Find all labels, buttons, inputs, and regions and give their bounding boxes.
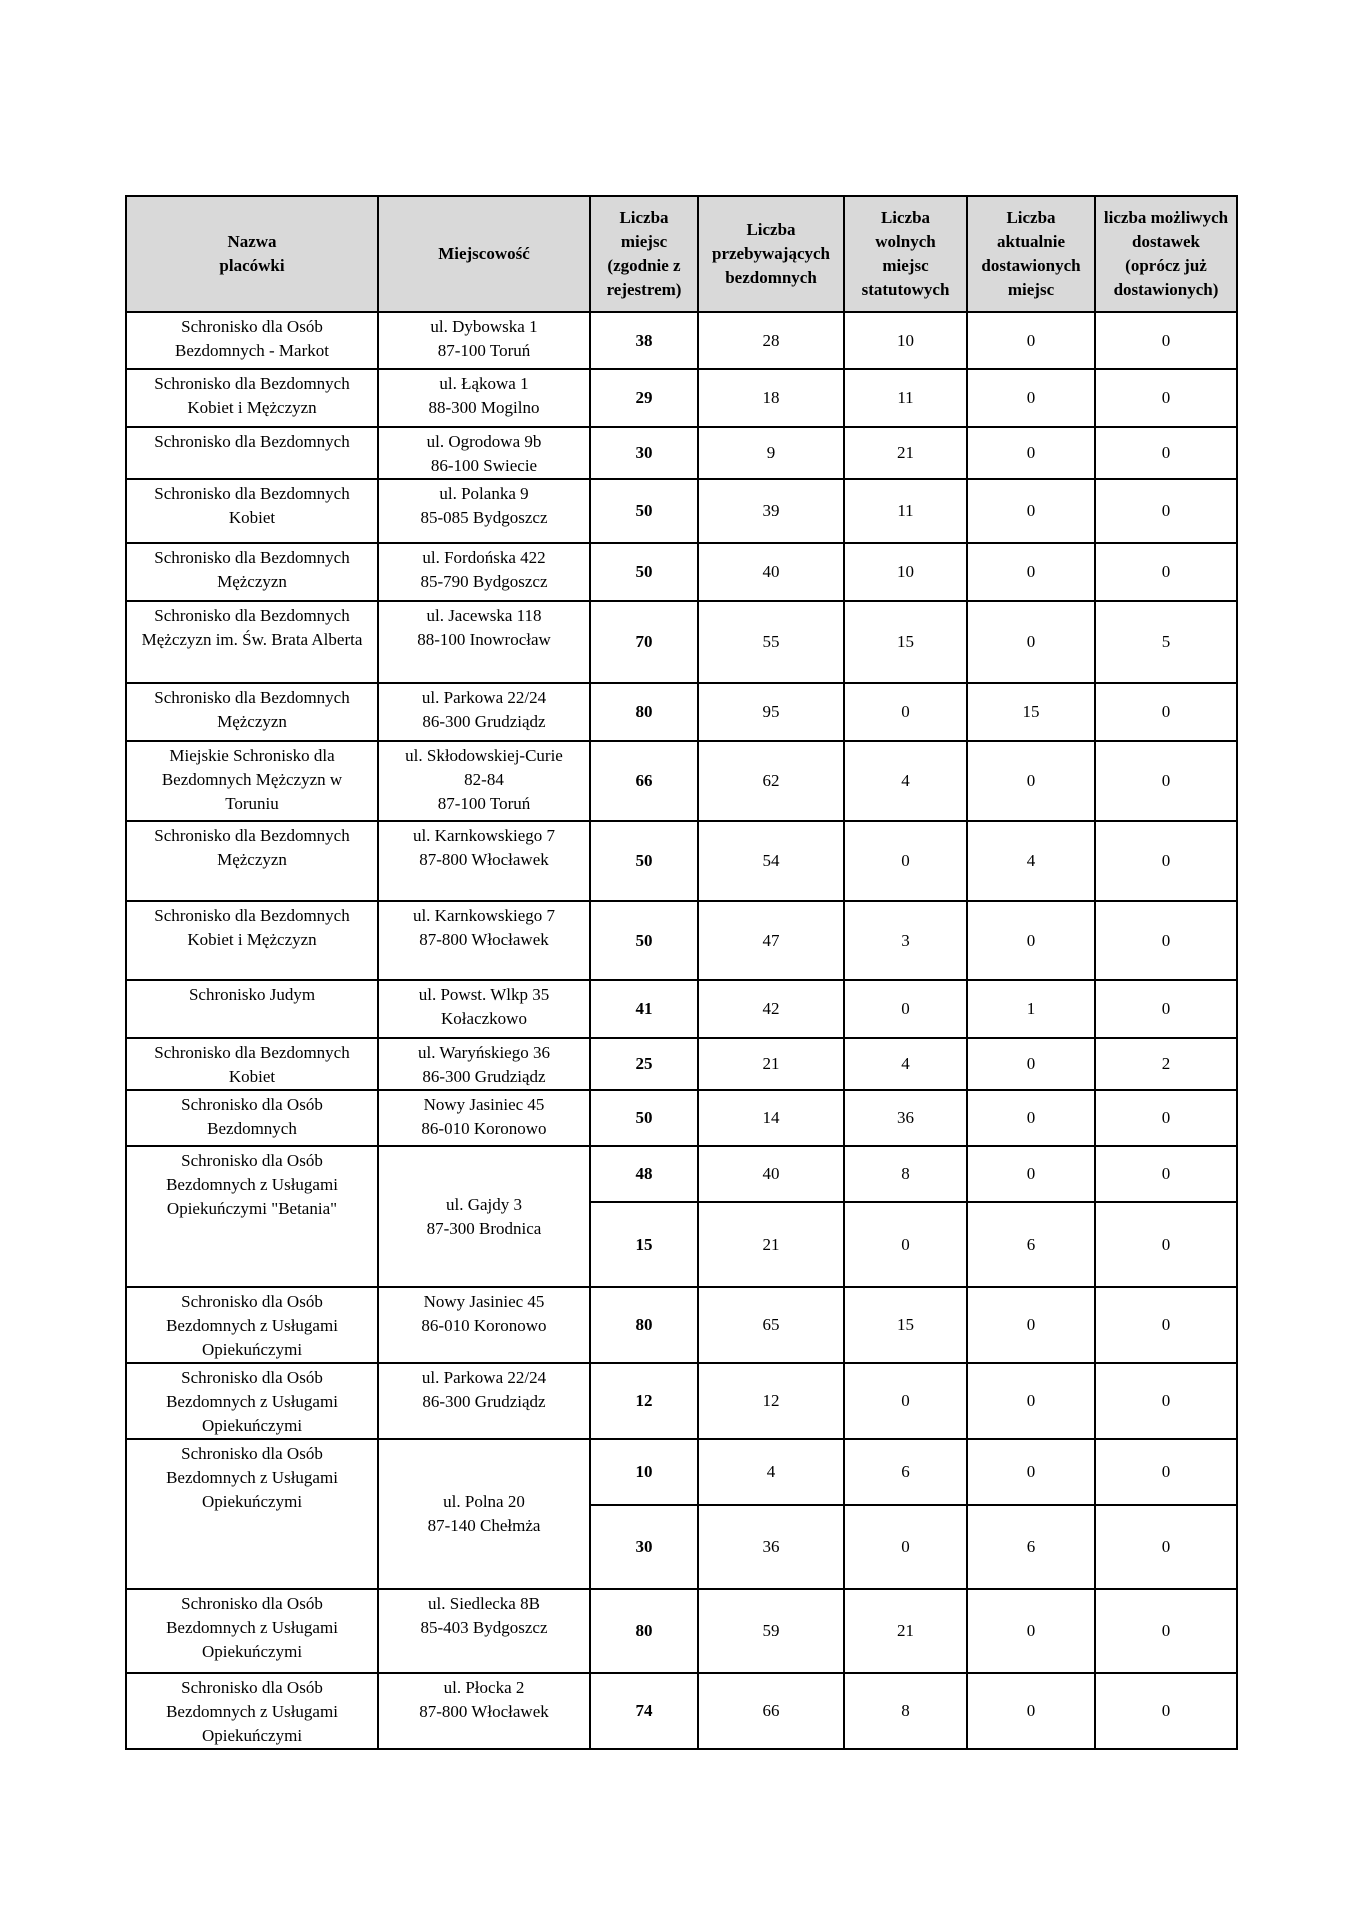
cell-miejscowosc: ul. Parkowa 22/24 86-300 Grudziądz	[378, 1363, 590, 1439]
cell-miejsca: 10	[590, 1439, 698, 1505]
cell-mozliwych: 0	[1095, 741, 1237, 821]
cell-nazwa-placowki: Schronisko dla Bezdomnych Mężczyzn	[126, 683, 378, 741]
cell-nazwa-placowki: Schronisko dla Bezdomnych Mężczyzn im. Św. Brata Alberta	[126, 601, 378, 683]
cell-mozliwych: 0	[1095, 980, 1237, 1038]
shelters-table	[125, 195, 1238, 1750]
cell-miejsca: 29	[590, 369, 698, 427]
cell-wolnych: 8	[844, 1146, 967, 1202]
cell-nazwa-placowki: Schronisko dla Osób Bezdomnych z Usługami Opiekuńczymi	[126, 1287, 378, 1363]
cell-wolnych: 0	[844, 1363, 967, 1439]
cell-miejsca: 38	[590, 312, 698, 369]
cell-dostawionych: 0	[967, 369, 1095, 427]
cell-dostawionych: 0	[967, 1589, 1095, 1673]
table-row	[126, 821, 1237, 901]
cell-dostawionych: 0	[967, 1146, 1095, 1202]
cell-nazwa-placowki: Schronisko dla Osób Bezdomnych z Usługami Opiekuńczymi	[126, 1439, 378, 1589]
cell-mozliwych: 0	[1095, 427, 1237, 479]
cell-nazwa-placowki: Schronisko dla Osób Bezdomnych z Usługami Opiekuńczymi	[126, 1363, 378, 1439]
cell-przebywajacych: 65	[698, 1287, 844, 1363]
cell-dostawionych: 0	[967, 1090, 1095, 1146]
cell-mozliwych: 0	[1095, 683, 1237, 741]
cell-miejsca: 50	[590, 1090, 698, 1146]
cell-miejsca: 50	[590, 543, 698, 601]
cell-mozliwych: 5	[1095, 601, 1237, 683]
cell-miejscowosc: Nowy Jasiniec 45 86-010 Koronowo	[378, 1287, 590, 1363]
cell-nazwa-placowki: Schronisko dla Bezdomnych Mężczyzn	[126, 821, 378, 901]
header-miejscowosc: Miejscowość	[378, 196, 590, 312]
cell-przebywajacych: 18	[698, 369, 844, 427]
cell-miejscowosc: ul. Parkowa 22/24 86-300 Grudziądz	[378, 683, 590, 741]
cell-dostawionych: 0	[967, 601, 1095, 683]
cell-mozliwych: 0	[1095, 1090, 1237, 1146]
cell-nazwa-placowki: Schronisko dla Bezdomnych Kobiet i Mężczyzn	[126, 901, 378, 980]
table-row	[126, 1287, 1237, 1363]
cell-przebywajacych: 40	[698, 1146, 844, 1202]
cell-mozliwych: 0	[1095, 312, 1237, 369]
table-row	[126, 543, 1237, 601]
cell-przebywajacych: 47	[698, 901, 844, 980]
cell-przebywajacych: 42	[698, 980, 844, 1038]
table-row	[126, 1439, 1237, 1505]
cell-miejsca: 25	[590, 1038, 698, 1090]
cell-wolnych: 4	[844, 741, 967, 821]
cell-nazwa-placowki: Schronisko Judym	[126, 980, 378, 1038]
cell-wolnych: 10	[844, 543, 967, 601]
cell-miejsca: 12	[590, 1363, 698, 1439]
cell-nazwa-placowki: Schronisko dla Bezdomnych Kobiet i Mężczyzn	[126, 369, 378, 427]
cell-dostawionych: 6	[967, 1202, 1095, 1287]
cell-przebywajacych: 21	[698, 1038, 844, 1090]
cell-wolnych: 11	[844, 369, 967, 427]
cell-nazwa-placowki: Schronisko dla Bezdomnych Mężczyzn	[126, 543, 378, 601]
table-row	[126, 901, 1237, 980]
header-nazwa-placowki: Nazwa placówki	[126, 196, 378, 312]
cell-wolnych: 15	[844, 1287, 967, 1363]
cell-przebywajacych: 28	[698, 312, 844, 369]
cell-mozliwych: 0	[1095, 1363, 1237, 1439]
cell-miejsca: 70	[590, 601, 698, 683]
cell-miejsca: 48	[590, 1146, 698, 1202]
cell-miejscowosc: ul. Łąkowa 1 88-300 Mogilno	[378, 369, 590, 427]
cell-przebywajacych: 66	[698, 1673, 844, 1749]
cell-miejsca: 80	[590, 683, 698, 741]
cell-dostawionych: 4	[967, 821, 1095, 901]
table-row	[126, 479, 1237, 543]
cell-mozliwych: 0	[1095, 821, 1237, 901]
header-liczba-mozliwych: liczba możliwych dostawek (oprócz już dostawionych)	[1095, 196, 1237, 312]
table-row	[126, 683, 1237, 741]
cell-dostawionych: 1	[967, 980, 1095, 1038]
cell-dostawionych: 0	[967, 1363, 1095, 1439]
cell-wolnych: 21	[844, 427, 967, 479]
cell-wolnych: 3	[844, 901, 967, 980]
cell-przebywajacych: 59	[698, 1589, 844, 1673]
cell-przebywajacych: 54	[698, 821, 844, 901]
cell-przebywajacych: 40	[698, 543, 844, 601]
cell-nazwa-placowki: Schronisko dla Osób Bezdomnych z Usługami Opiekuńczymi	[126, 1589, 378, 1673]
cell-miejsca: 50	[590, 901, 698, 980]
cell-wolnych: 10	[844, 312, 967, 369]
cell-miejsca: 15	[590, 1202, 698, 1287]
cell-wolnych: 15	[844, 601, 967, 683]
cell-wolnych: 6	[844, 1439, 967, 1505]
cell-miejscowosc: ul. Polna 20 87-140 Chełmża	[378, 1439, 590, 1589]
cell-wolnych: 21	[844, 1589, 967, 1673]
cell-przebywajacych: 62	[698, 741, 844, 821]
cell-miejsca: 80	[590, 1287, 698, 1363]
cell-mozliwych: 0	[1095, 1202, 1237, 1287]
cell-miejscowosc: ul. Ogrodowa 9b 86-100 Swiecie	[378, 427, 590, 479]
cell-dostawionych: 6	[967, 1505, 1095, 1589]
cell-przebywajacych: 21	[698, 1202, 844, 1287]
cell-wolnych: 0	[844, 821, 967, 901]
cell-mozliwych: 0	[1095, 1146, 1237, 1202]
cell-mozliwych: 0	[1095, 1589, 1237, 1673]
table-row	[126, 1146, 1237, 1202]
header-liczba-przebywajacych: Liczba przebywających bezdomnych	[698, 196, 844, 312]
cell-miejsca: 41	[590, 980, 698, 1038]
cell-miejscowosc: ul. Gajdy 3 87-300 Brodnica	[378, 1146, 590, 1287]
cell-mozliwych: 0	[1095, 543, 1237, 601]
cell-dostawionych: 0	[967, 901, 1095, 980]
cell-przebywajacych: 9	[698, 427, 844, 479]
header-row	[126, 196, 1237, 312]
cell-nazwa-placowki: Schronisko dla Osób Bezdomnych z Usługami Opiekuńczymi	[126, 1673, 378, 1749]
header-liczba-miejsc: Liczba miejsc (zgodnie z rejestrem)	[590, 196, 698, 312]
cell-wolnych: 36	[844, 1090, 967, 1146]
cell-wolnych: 11	[844, 479, 967, 543]
cell-przebywajacych: 39	[698, 479, 844, 543]
cell-dostawionych: 0	[967, 427, 1095, 479]
cell-miejscowosc: ul. Powst. Wlkp 35 Kołaczkowo	[378, 980, 590, 1038]
cell-dostawionych: 0	[967, 312, 1095, 369]
cell-miejsca: 66	[590, 741, 698, 821]
cell-dostawionych: 0	[967, 1439, 1095, 1505]
cell-wolnych: 0	[844, 1505, 967, 1589]
cell-miejsca: 50	[590, 821, 698, 901]
table-row	[126, 1673, 1237, 1749]
cell-miejscowosc: ul. Płocka 2 87-800 Włocławek	[378, 1673, 590, 1749]
header-liczba-dostawionych: Liczba aktualnie dostawionych miejsc	[967, 196, 1095, 312]
cell-miejscowosc: ul. Jacewska 118 88-100 Inowrocław	[378, 601, 590, 683]
cell-przebywajacych: 36	[698, 1505, 844, 1589]
cell-miejscowosc: ul. Siedlecka 8B 85-403 Bydgoszcz	[378, 1589, 590, 1673]
table-row	[126, 741, 1237, 821]
cell-nazwa-placowki: Schronisko dla Bezdomnych Kobiet	[126, 479, 378, 543]
cell-przebywajacych: 95	[698, 683, 844, 741]
cell-mozliwych: 0	[1095, 901, 1237, 980]
cell-miejscowosc: Nowy Jasiniec 45 86-010 Koronowo	[378, 1090, 590, 1146]
table-row	[126, 1363, 1237, 1439]
cell-nazwa-placowki: Schronisko dla Osób Bezdomnych z Usługami Opiekuńczymi "Betania"	[126, 1146, 378, 1287]
cell-miejsca: 50	[590, 479, 698, 543]
cell-miejsca: 30	[590, 427, 698, 479]
cell-przebywajacych: 12	[698, 1363, 844, 1439]
cell-mozliwych: 0	[1095, 1287, 1237, 1363]
cell-mozliwych: 0	[1095, 1439, 1237, 1505]
cell-dostawionych: 0	[967, 1287, 1095, 1363]
cell-nazwa-placowki: Schronisko dla Bezdomnych Kobiet	[126, 1038, 378, 1090]
cell-mozliwych: 0	[1095, 479, 1237, 543]
table-row	[126, 369, 1237, 427]
cell-miejscowosc: ul. Karnkowskiego 7 87-800 Włocławek	[378, 901, 590, 980]
table-row	[126, 427, 1237, 479]
cell-mozliwych: 0	[1095, 1505, 1237, 1589]
cell-wolnych: 8	[844, 1673, 967, 1749]
cell-miejsca: 30	[590, 1505, 698, 1589]
cell-przebywajacych: 55	[698, 601, 844, 683]
cell-miejscowosc: ul. Fordońska 422 85-790 Bydgoszcz	[378, 543, 590, 601]
cell-przebywajacych: 4	[698, 1439, 844, 1505]
cell-dostawionych: 0	[967, 543, 1095, 601]
cell-miejsca: 80	[590, 1589, 698, 1673]
cell-wolnych: 4	[844, 1038, 967, 1090]
cell-miejscowosc: ul. Dybowska 1 87-100 Toruń	[378, 312, 590, 369]
cell-miejsca: 74	[590, 1673, 698, 1749]
cell-miejscowosc: ul. Waryńskiego 36 86-300 Grudziądz	[378, 1038, 590, 1090]
table-row	[126, 1038, 1237, 1090]
cell-dostawionych: 15	[967, 683, 1095, 741]
table-row	[126, 312, 1237, 369]
cell-nazwa-placowki: Schronisko dla Osób Bezdomnych	[126, 1090, 378, 1146]
cell-mozliwych: 2	[1095, 1038, 1237, 1090]
header-liczba-wolnych: Liczba wolnych miejsc statutowych	[844, 196, 967, 312]
cell-miejscowosc: ul. Skłodowskiej-Curie 82-84 87-100 Toruń	[378, 741, 590, 821]
cell-wolnych: 0	[844, 1202, 967, 1287]
cell-wolnych: 0	[844, 980, 967, 1038]
cell-miejscowosc: ul. Polanka 9 85-085 Bydgoszcz	[378, 479, 590, 543]
table-body	[126, 312, 1237, 1749]
table-row	[126, 1589, 1237, 1673]
cell-nazwa-placowki: Miejskie Schronisko dla Bezdomnych Mężczyzn w Toruniu	[126, 741, 378, 821]
cell-wolnych: 0	[844, 683, 967, 741]
cell-mozliwych: 0	[1095, 369, 1237, 427]
cell-nazwa-placowki: Schronisko dla Osób Bezdomnych - Markot	[126, 312, 378, 369]
cell-dostawionych: 0	[967, 1038, 1095, 1090]
cell-dostawionych: 0	[967, 741, 1095, 821]
cell-przebywajacych: 14	[698, 1090, 844, 1146]
cell-nazwa-placowki: Schronisko dla Bezdomnych	[126, 427, 378, 479]
cell-dostawionych: 0	[967, 479, 1095, 543]
table-row	[126, 1090, 1237, 1146]
cell-mozliwych: 0	[1095, 1673, 1237, 1749]
table-row	[126, 601, 1237, 683]
cell-dostawionych: 0	[967, 1673, 1095, 1749]
cell-miejscowosc: ul. Karnkowskiego 7 87-800 Włocławek	[378, 821, 590, 901]
table-row	[126, 980, 1237, 1038]
